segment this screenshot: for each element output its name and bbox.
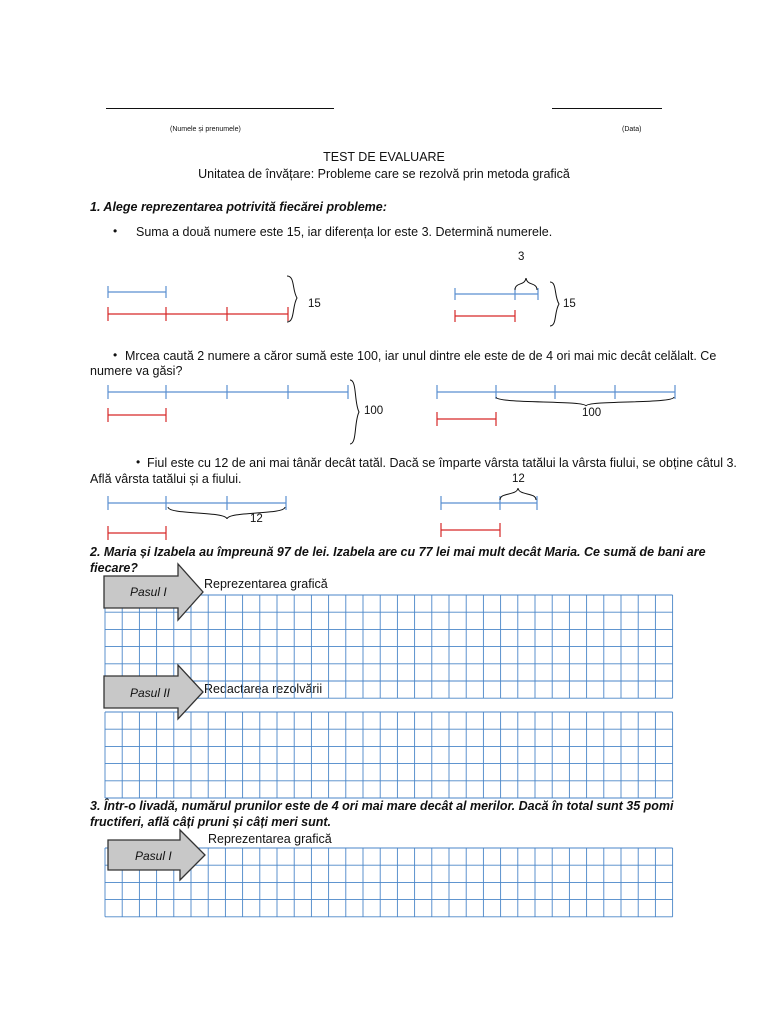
diagram-a-left — [108, 276, 297, 322]
name-caption: (Numele și prenumele) — [170, 126, 241, 133]
q2-step2-arrow — [104, 665, 203, 719]
diagram-b-left — [108, 380, 359, 444]
q1-problem-3-line2: Află vârsta tatălui și a fiului. — [90, 472, 242, 486]
unit-line: Unitatea de învățare: Probleme care se rezolvă prin metoda grafică — [198, 167, 570, 181]
q2-grid-solution — [105, 712, 673, 798]
q2-step2-text: Redactarea rezolvării — [204, 682, 323, 696]
diagram-c-right — [441, 488, 537, 537]
q3-step1-label: Pasul I — [135, 849, 172, 863]
q2-step2-label: Pasul II — [130, 686, 171, 700]
q3-title-line1: 3. Într-o livadă, numărul prunilor este de 4 ori mai mare decât al merilor. Dacă în total sunt 35 pomi — [90, 799, 674, 813]
label-c-right: 12 — [512, 473, 525, 485]
q3-step1-text: Reprezentarea grafică — [208, 832, 332, 846]
label-b-left: 100 — [364, 405, 384, 417]
q1-problem-3-line1: Fiul este cu 12 de ani mai tânăr decât tatăl. Dacă se împarte vârsta tatălui la vârsta fiului, se obține câtul 3. — [147, 456, 737, 470]
bullet-icon: • — [113, 348, 118, 362]
q1-problem-2-line2: numere va găsi? — [90, 364, 183, 378]
diagram-a-right — [455, 278, 559, 326]
q1-title: 1. Alege reprezentarea potrivită fiecărei probleme: — [90, 200, 387, 214]
label-c-left: 12 — [250, 513, 263, 525]
label-b-right: 100 — [582, 407, 602, 419]
bullet-icon: • — [136, 455, 141, 469]
q1-problem-2-line1: Mrcea caută 2 numere a căror sumă este 100, iar unul dintre ele este de de 4 ori mai mic decât celălalt. Ce — [125, 349, 717, 363]
date-caption: (Data) — [622, 126, 642, 133]
q2-step1-label: Pasul I — [130, 585, 167, 599]
label-a-left: 15 — [308, 298, 321, 310]
q1-problem-1: Suma a două numere este 15, iar diferența lor este 3. Determină numerele. — [136, 225, 553, 239]
q3-title-line2: fructiferi, află câți pruni și câți meri sunt. — [90, 815, 332, 829]
q2-title-line1: 2. Maria și Izabela au împreună 97 de lei. Izabela are cu 77 lei mai mult decât Maria. Ce sumă de bani are — [90, 545, 706, 559]
test-title: TEST DE EVALUARE — [323, 150, 445, 164]
bullet-icon: • — [113, 224, 118, 238]
q2-step1-arrow — [104, 564, 203, 620]
diagram-c-left — [108, 496, 286, 540]
label-a-right-top: 3 — [518, 251, 525, 263]
q2-step1-text: Reprezentarea grafică — [204, 577, 328, 591]
label-a-right: 15 — [563, 298, 576, 310]
diagram-b-right — [437, 385, 675, 426]
q2-title-line2: fiecare? — [90, 561, 138, 575]
